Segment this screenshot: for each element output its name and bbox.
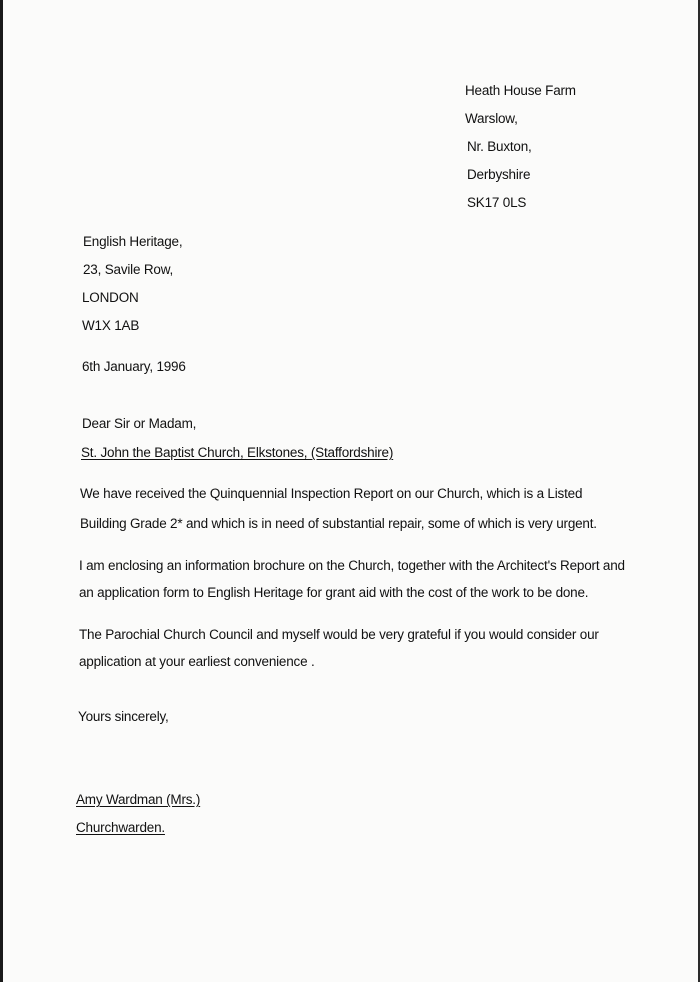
recipient-address-line: English Heritage, <box>83 234 183 249</box>
sender-address-line: SK17 0LS <box>467 195 527 210</box>
paragraph-line: I am enclosing an information brochure on the Church, together with the Architect's Report and <box>79 558 625 573</box>
subject-line: St. John the Baptist Church, Elkstones, (Staffordshire) <box>81 445 394 460</box>
letter-date: 6th January, 1996 <box>82 359 186 374</box>
paragraph-line: Building Grade 2* and which is in need of substantial repair, some of which is very urgent. <box>80 516 597 531</box>
recipient-address-line: W1X 1AB <box>82 318 140 333</box>
salutation: Dear Sir or Madam, <box>82 416 197 431</box>
sender-address-line: Warslow, <box>465 111 518 126</box>
paragraph-line: We have received the Quinquennial Inspection Report on our Church, which is a Listed <box>80 486 583 501</box>
signature-name: Amy Wardman (Mrs.) <box>76 792 201 807</box>
paragraph-line: application at your earliest convenience . <box>79 654 315 669</box>
closing: Yours sincerely, <box>78 709 169 724</box>
signature-title: Churchwarden. <box>76 820 165 835</box>
recipient-address-line: 23, Savile Row, <box>83 262 174 277</box>
paragraph-line: The Parochial Church Council and myself would be very grateful if you would consider our <box>79 627 599 642</box>
sender-address-line: Heath House Farm <box>465 83 576 98</box>
sender-address-line: Derbyshire <box>467 167 531 182</box>
scan-edge-left <box>0 0 3 982</box>
sender-address-line: Nr. Buxton, <box>467 139 532 154</box>
paragraph-line: an application form to English Heritage for grant aid with the cost of the work to be done. <box>79 585 589 600</box>
recipient-address-line: LONDON <box>82 290 139 305</box>
